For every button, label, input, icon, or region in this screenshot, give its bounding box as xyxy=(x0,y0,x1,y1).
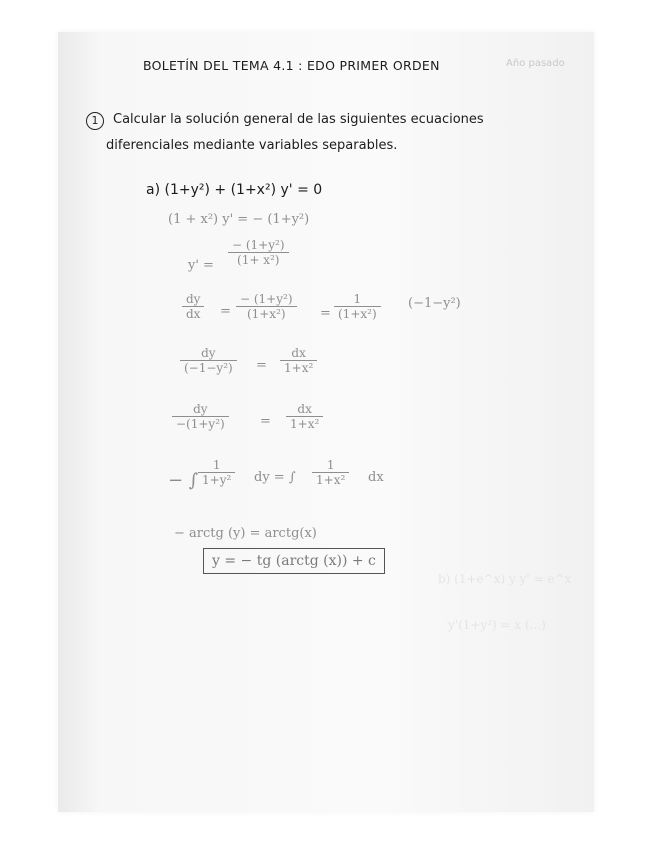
step-6-fraction-right xyxy=(312,458,349,487)
step-4-denominator: (−1−y²) xyxy=(184,361,233,375)
step-5-denominator-2: 1+x² xyxy=(290,417,320,431)
question-number-circle: 1 xyxy=(86,112,104,130)
step-5-equals: = xyxy=(260,414,271,429)
final-answer-box: y = − tg (arctg (x)) + c xyxy=(203,548,385,574)
step-5-denominator: −(1+y²) xyxy=(176,417,225,431)
bleed-through-line-1: b) (1+e^x) y y' = e^x xyxy=(438,572,572,586)
step-3-fraction-2 xyxy=(236,292,297,321)
step-6-numerator-2: 1 xyxy=(326,458,335,472)
step-2-numerator: − (1+y²) xyxy=(232,238,285,252)
step-6-fraction-left xyxy=(198,458,235,487)
step-6-integral-left: − ∫ xyxy=(168,470,199,491)
step-4-numerator: dy xyxy=(201,346,216,360)
bleed-through-line-2: y'(1+y²) = x (...) xyxy=(448,618,546,632)
step-5-fraction-left xyxy=(172,402,229,431)
step-3-numerator: dy xyxy=(186,292,201,306)
step-3-denominator: dx xyxy=(186,307,201,321)
step-4-fraction-right xyxy=(280,346,317,375)
step-2-fraction xyxy=(228,238,289,267)
step-3-dydx xyxy=(182,292,204,321)
step-3-equals: = xyxy=(220,304,231,319)
step-6-middle: dy = ∫ xyxy=(254,470,296,485)
step-7: − arctg (y) = arctg(x) xyxy=(174,526,317,541)
part-a-equation: a) (1+y²) + (1+x²) y' = 0 xyxy=(146,182,323,198)
step-5-numerator: dy xyxy=(193,402,208,416)
step-6-denominator-2: 1+x² xyxy=(316,473,346,487)
paper-sheet xyxy=(58,32,594,812)
step-3-tail: (−1−y²) xyxy=(408,296,461,311)
step-3-denominator-3: (1+x²) xyxy=(338,307,377,321)
step-4-equals: = xyxy=(256,358,267,373)
step-3-fraction-3 xyxy=(334,292,381,321)
step-4-denominator-2: 1+x² xyxy=(284,361,314,375)
step-2-denominator: (1+ x²) xyxy=(237,253,280,267)
step-5-numerator-2: dx xyxy=(297,402,312,416)
page-title: BOLETÍN DEL TEMA 4.1 : EDO PRIMER ORDEN xyxy=(143,58,440,73)
step-3-equals-2: = xyxy=(320,306,331,321)
step-5-fraction-right xyxy=(286,402,323,431)
step-1: (1 + x²) y' = − (1+y²) xyxy=(168,212,310,227)
step-3-numerator-2: − (1+y²) xyxy=(240,292,293,306)
step-3-numerator-3: 1 xyxy=(353,292,362,306)
step-6-tail: dx xyxy=(368,470,384,485)
step-3-denominator-2: (1+x²) xyxy=(246,307,286,321)
question-statement-line-1: Calcular la solución general de las siguientes ecuaciones xyxy=(113,112,484,127)
step-2-lhs: y' = xyxy=(188,258,214,273)
question-statement-line-2: diferenciales mediante variables separables. xyxy=(106,138,398,153)
step-4-numerator-2: dx xyxy=(291,346,306,360)
watermark-text: Año pasado xyxy=(506,58,565,69)
step-6-denominator: 1+y² xyxy=(202,473,232,487)
step-4-fraction-left xyxy=(180,346,237,375)
step-6-numerator: 1 xyxy=(212,458,221,472)
